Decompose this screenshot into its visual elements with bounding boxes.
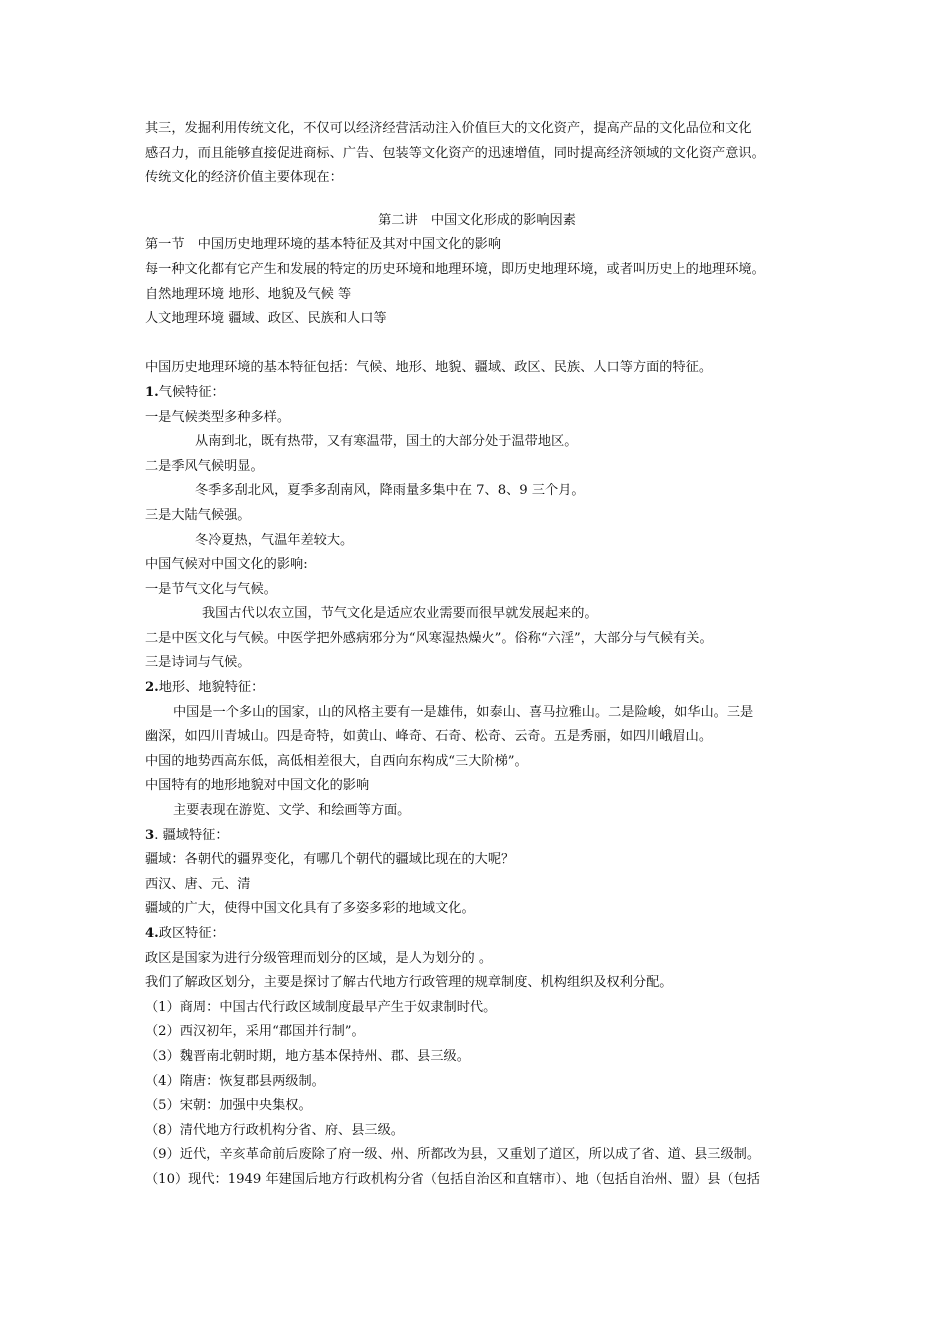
spacer xyxy=(145,332,809,357)
climate-influence-title: 中国气候对中国文化的影响: xyxy=(145,557,308,573)
climate-point-3: 三是大陆气候强。 xyxy=(145,507,251,523)
heading-text: 政区特征： xyxy=(158,926,225,941)
admin-heading xyxy=(145,922,809,947)
heading-number: 4. xyxy=(145,926,159,941)
section-paragraph-2: 自然地理环境 地形、地貌及气候 等 xyxy=(145,286,352,302)
climate-point-3-detail: 冬冷夏热，气温年差较大。 xyxy=(195,532,354,548)
heading-text: . 疆域特征： xyxy=(154,827,229,843)
climate-influence-2: 二是中医文化与气候。中医学把外感病邪分为“风寒湿热燥火”。俗称“六淫”，大部分与气候有关。 xyxy=(145,630,713,646)
lecture-title: 第二讲 中国文化形成的影响因素 xyxy=(378,212,576,228)
heading-number: 1. xyxy=(145,384,159,400)
admin-item: （4）隋唐：恢复郡县两级制。 xyxy=(145,1073,325,1089)
admin-item: （5）宋朝：加强中央集权。 xyxy=(145,1098,312,1114)
terrain-paragraph-3: 中国特有的地形地貌对中国文化的影响 xyxy=(145,778,370,794)
intro-line-2: 感召力，而且能够直接促进商标、广告、包装等文化资产的迅速增值，同时提高经济领域的文化资产意识。 xyxy=(145,145,765,161)
terrain-paragraph-3-detail: 主要表现在游览、文学、和绘画等方面。 xyxy=(173,803,411,819)
features-intro: 中国历史地理环境的基本特征包括：气候、地形、地貌、疆域、政区、民族、人口等方面的特征。 xyxy=(145,360,713,376)
spacer xyxy=(145,191,809,209)
terrain-paragraph-2: 中国的地势西高东低，高低相差很大，自西向东构成“三大阶梯”。 xyxy=(145,753,528,769)
climate-influence-1: 一是节气文化与气候。 xyxy=(145,581,277,597)
climate-point-2-detail: 冬季多刮北风，夏季多刮南风，降雨量多集中在 7、8、9 三个月。 xyxy=(195,483,585,499)
climate-point-1-detail: 从南到北，既有热带，又有寒温带，国土的大部分处于温带地区。 xyxy=(195,434,578,450)
terrain-paragraph-line-1: 中国是一个多山的国家，山的风格主要有一是雄伟，如泰山、喜马拉雅山。二是险峻，如华山。三是 xyxy=(173,704,754,720)
document-page xyxy=(145,117,809,1193)
climate-influence-3: 三是诗词与气候。 xyxy=(145,655,251,671)
intro-line-3: 传统文化的经济价值主要体现在： xyxy=(145,170,343,186)
admin-item: （2）西汉初年，采用“郡国并行制”。 xyxy=(145,1024,365,1040)
climate-heading xyxy=(145,381,809,406)
admin-item: （8）清代地方行政机构分省、府、县三级。 xyxy=(145,1122,404,1138)
climate-influence-1-detail: 我国古代以农立国，节气文化是适应农业需要而很早就发展起来的。 xyxy=(202,606,598,622)
territory-heading xyxy=(145,824,809,849)
admin-item: （1）商周：中国古代行政区域制度最早产生于奴隶制时代。 xyxy=(145,999,497,1015)
heading-number: 2. xyxy=(145,680,159,696)
territory-question: 疆域：各朝代的疆界变化，有哪几个朝代的疆域比现在的大呢？ xyxy=(145,852,515,868)
admin-item: （10）现代：1949 年建国后地方行政机构分省（包括自治区和直辖市）、地（包括自治州、盟）县（包括 xyxy=(145,1171,760,1187)
admin-item: （3）魏晋南北朝时期，地方基本保持州、郡、县三级。 xyxy=(145,1048,470,1064)
territory-answer: 西汉、唐、元、清 xyxy=(145,876,251,892)
intro-line-1: 其三，发掘利用传统文化，不仅可以经济经营活动注入价值巨大的文化资产，提高产品的文化品位和文化 xyxy=(145,121,752,136)
admin-item: （9）近代，辛亥革命前后废除了府一级、州、所都改为县，又重划了道区，所以成了省、道、县三级制。 xyxy=(145,1147,761,1163)
heading-text: 气候特征： xyxy=(158,384,225,400)
climate-point-1: 一是气候类型多种多样。 xyxy=(145,409,291,425)
section-title: 第一节 中国历史地理环境的基本特征及其对中国文化的影响 xyxy=(145,237,502,253)
terrain-heading xyxy=(145,676,809,701)
climate-point-2: 二是季风气候明显。 xyxy=(145,458,264,474)
section-paragraph-3: 人文地理环境 疆域、政区、民族和人口等 xyxy=(145,311,387,327)
section-paragraph-1: 每一种文化都有它产生和发展的特定的历史环境和地理环境，即历史地理环境，或者叫历史上的地理环境。 xyxy=(145,261,765,277)
heading-number: 3 xyxy=(145,827,155,843)
admin-definition: 政区是国家为进行分级管理而划分的区域，是人为划分的 。 xyxy=(145,950,493,966)
heading-text: 地形、地貌特征： xyxy=(158,680,265,696)
territory-note: 疆域的广大，使得中国文化具有了多姿多彩的地域文化。 xyxy=(145,901,475,917)
admin-purpose: 我们了解政区划分，主要是探讨了解古代地方行政管理的规章制度、机构组织及权利分配。 xyxy=(145,975,673,991)
terrain-paragraph-line-2: 幽深，如四川青城山。四是奇特，如黄山、峰奇、石奇、松奇、云奇。五是秀丽，如四川峨眉山。 xyxy=(145,729,713,745)
